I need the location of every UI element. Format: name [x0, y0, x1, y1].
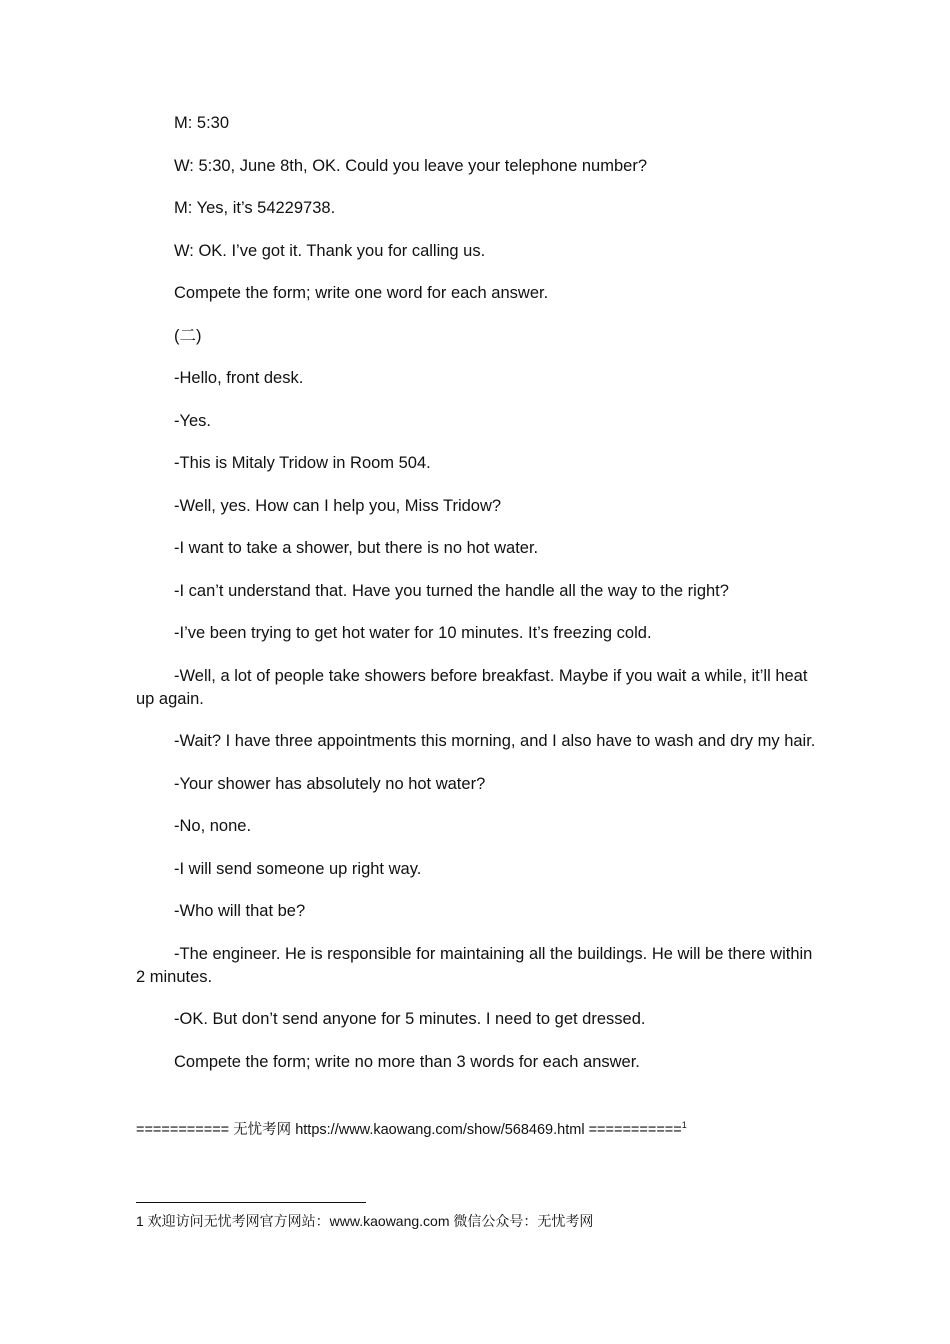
dialogue-line: -I want to take a shower, but there is no hot water. [174, 539, 539, 557]
source-link-text: =========== 无忧考网 https://www.kaowang.com/show/568469.html =========== [136, 1122, 682, 1138]
dialogue-line: -I’ve been trying to get hot water for 10 minutes. It’s freezing cold. [174, 624, 652, 642]
source-link-line [136, 1120, 687, 1140]
dialogue-line: M: 5:30 [174, 114, 230, 132]
footnote-marker: 1 [681, 1120, 687, 1131]
dialogue-line: -Yes. [174, 411, 211, 430]
instruction-line: Compete the form; write one word for each answer. [174, 284, 549, 302]
dialogue-line: -Well, a lot of people take showers before breakfast. Maybe if you wait a while, it’ll heat up again. [136, 666, 808, 708]
dialogue-body [136, 112, 816, 1093]
dialogue-line: -Your shower has absolutely no hot water? [174, 774, 486, 793]
dialogue-line: -No, none. [174, 817, 252, 835]
dialogue-line: -Who will that be? [174, 902, 306, 920]
dialogue-line: -The engineer. He is responsible for maintaining all the buildings. He will be there within 2 minutes. [136, 944, 813, 986]
footnote-divider [136, 1202, 366, 1203]
footnote-text: 1 欢迎访问无忧考网官方网站：www.kaowang.com 微信公众号：无忧考网 [136, 1213, 594, 1229]
dialogue-line: -I can’t understand that. Have you turned the handle all the way to the right? [174, 581, 729, 600]
dialogue-line: -This is Mitaly Tridow in Room 504. [174, 454, 431, 472]
dialogue-line: -Hello, front desk. [174, 369, 304, 387]
dialogue-line: M: Yes, it’s 54229738. [174, 199, 336, 217]
section-heading: (二) [174, 326, 202, 345]
dialogue-line: W: 5:30, June 8th, OK. Could you leave your telephone number? [174, 156, 647, 175]
instruction-line: Compete the form; write no more than 3 words for each answer. [174, 1052, 640, 1071]
dialogue-line: -I will send someone up right way. [174, 859, 422, 878]
dialogue-line: -Well, yes. How can I help you, Miss Tridow? [174, 496, 502, 515]
dialogue-line: -OK. But don’t send anyone for 5 minutes. I need to get dressed. [174, 1010, 646, 1028]
dialogue-line: -Wait? I have three appointments this morning, and I also have to wash and dry my hair. [174, 732, 816, 750]
dialogue-line: W: OK. I’ve got it. Thank you for calling us. [174, 241, 486, 260]
